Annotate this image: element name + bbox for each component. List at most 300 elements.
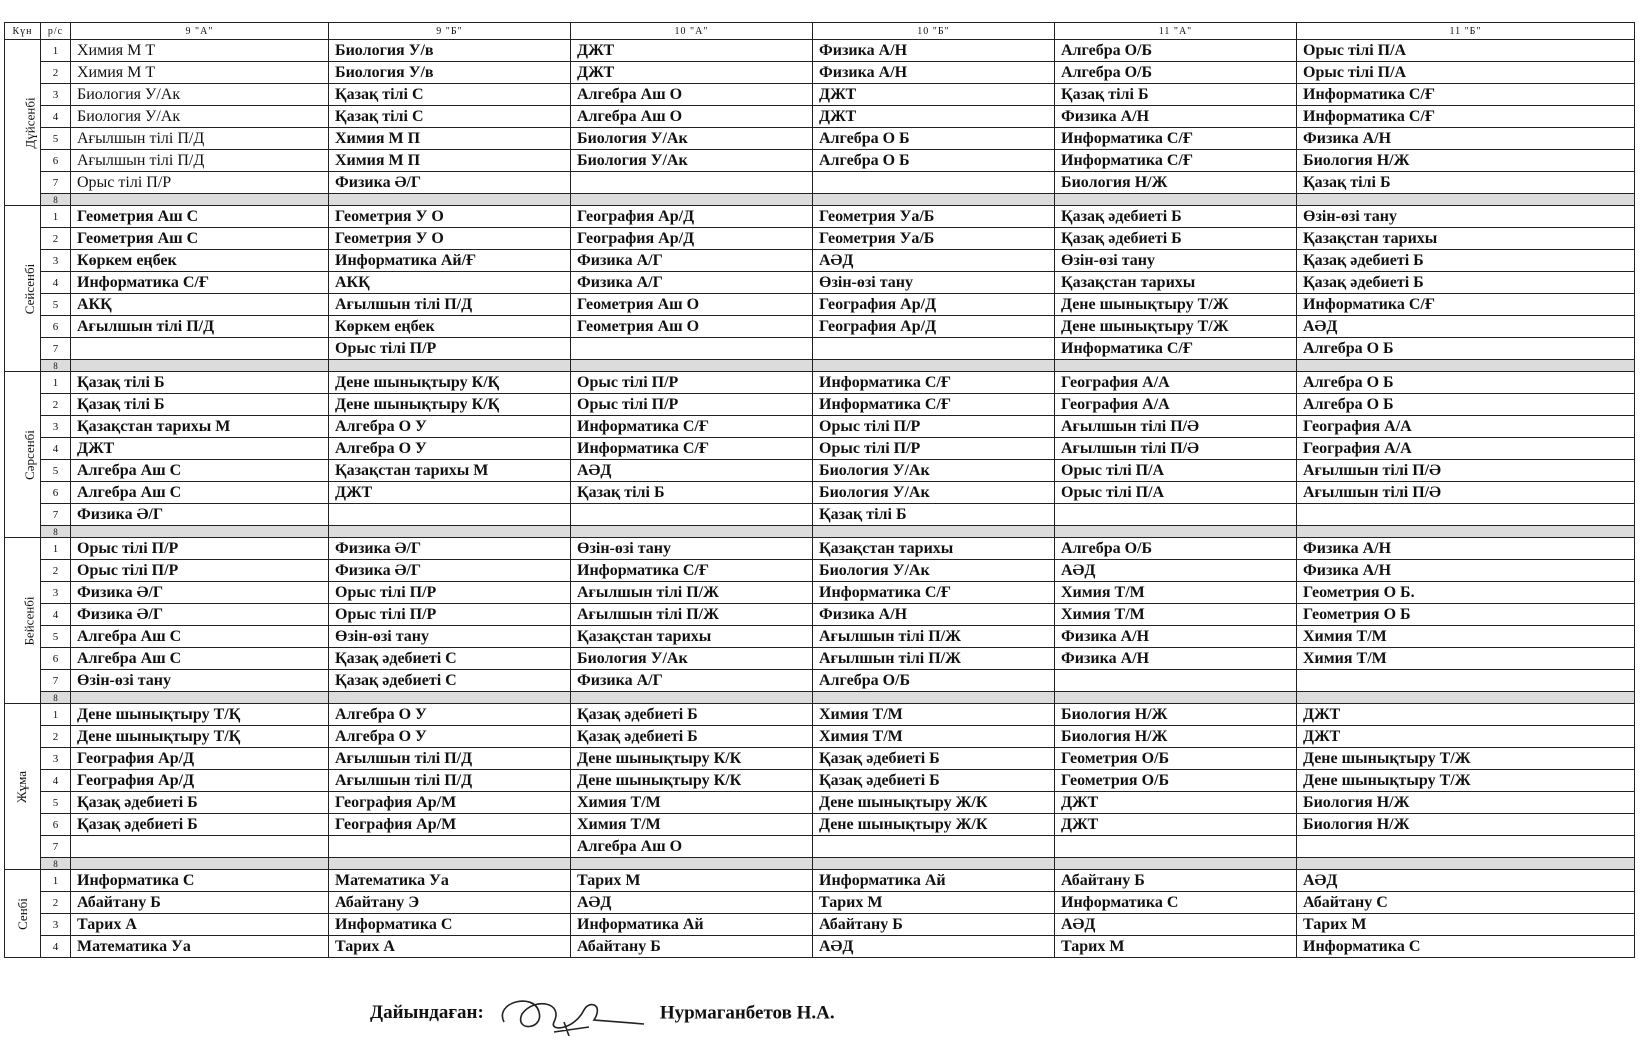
header-row [5,23,1635,40]
subject-cell: АӘД [571,892,813,914]
subject-cell: Химия Т/М [813,704,1055,726]
subject-cell: Физика Ә/Г [329,538,571,560]
day-label [5,870,41,958]
subject-cell: География Ар/Д [571,228,813,250]
subject-cell [71,526,329,538]
lesson-number: 4 [41,770,71,792]
subject-cell: География А/А [1297,438,1635,460]
lesson-number: 3 [41,748,71,770]
subject-cell: Қазақ тілі Б [71,394,329,416]
subject-cell: Абайтану Э [329,892,571,914]
lesson-row [5,372,1635,394]
class-header: 10 "А" [571,23,813,40]
lesson-row [5,792,1635,814]
subject-cell [1055,670,1297,692]
subject-cell: Информатика С [1055,892,1297,914]
subject-cell: Информатика С/Ғ [813,372,1055,394]
class-header: 10 "Б" [813,23,1055,40]
lesson-row [5,150,1635,172]
lesson-row [5,40,1635,62]
subject-cell: Ағылшын тілі П/Д [71,128,329,150]
subject-cell: Қазақ әдебиеті Б [1055,206,1297,228]
day-name: Дүйсенбі [22,96,38,149]
subject-cell: Ағылшын тілі П/Д [329,294,571,316]
subject-cell: Математика Уа [71,936,329,958]
subject-cell: Орыс тілі П/Р [329,582,571,604]
subject-cell: Химия М П [329,150,571,172]
schedule-table [4,22,1635,958]
lesson-row [5,704,1635,726]
class-header: 9 "А" [71,23,329,40]
subject-cell: Ағылшын тілі П/Ж [813,648,1055,670]
subject-cell: Қазақстан тарихы М [71,416,329,438]
lesson-row [5,538,1635,560]
lesson-row [5,870,1635,892]
subject-cell: Информатика С/Ғ [1297,106,1635,128]
lesson-row [5,582,1635,604]
day-name: Сенбі [14,897,30,930]
subject-cell: Алгебра О/Б [1055,62,1297,84]
subject-cell: Биология У/Ак [571,128,813,150]
class-header: 11 "Б" [1297,23,1635,40]
lesson-number: 6 [41,648,71,670]
lesson-row [5,62,1635,84]
day-label [5,40,41,206]
subject-cell: Қазақ тілі Б [1055,84,1297,106]
subject-cell [71,338,329,360]
subject-cell: Орыс тілі П/Р [71,172,329,194]
subject-cell: ДЖТ [1297,704,1635,726]
subject-cell: Алгебра О Б [1297,372,1635,394]
subject-cell: География Ар/Д [71,770,329,792]
subject-cell [571,504,813,526]
subject-cell: Ағылшын тілі П/Ж [571,604,813,626]
subject-cell [329,836,571,858]
subject-cell: Физика А/Н [813,40,1055,62]
class-header: 9 "Б" [329,23,571,40]
subject-cell: Қазақ әдебиеті Б [1055,228,1297,250]
subject-cell: Информатика С/Ғ [1297,294,1635,316]
subject-cell: География Ар/Д [813,316,1055,338]
subject-cell: География А/А [1055,394,1297,416]
subject-cell: Алгебра О У [329,704,571,726]
subject-cell: География Ар/М [329,792,571,814]
subject-cell: Физика Ә/Г [329,560,571,582]
lesson-number: 1 [41,206,71,228]
lesson-number: 8 [41,194,71,206]
subject-cell: Математика Уа [329,870,571,892]
subject-cell [571,526,813,538]
subject-cell: АКҚ [329,272,571,294]
subject-cell: Химия Т/М [1055,582,1297,604]
subject-cell: Тарих М [571,870,813,892]
subject-cell: Алгебра Аш О [571,84,813,106]
subject-cell: Тарих М [1297,914,1635,936]
subject-cell: Алгебра О Б [1297,394,1635,416]
subject-cell: Дене шынықтыру Т/Ж [1055,294,1297,316]
lesson-row [5,726,1635,748]
lesson-number: 6 [41,150,71,172]
subject-cell [1297,692,1635,704]
subject-cell: Ағылшын тілі П/Ә [1297,460,1635,482]
subject-cell [1297,526,1635,538]
subject-cell: Қазақстан тарихы М [329,460,571,482]
subject-cell: Физика Ә/Г [71,582,329,604]
subject-cell: Физика А/Н [1297,560,1635,582]
subject-cell: Көркем еңбек [329,316,571,338]
subject-cell: Информатика Ай/Ғ [329,250,571,272]
subject-cell: Қазақ тілі Б [71,372,329,394]
subject-cell [71,194,329,206]
lesson-row [5,482,1635,504]
subject-cell: Дене шынықтыру Т/Қ [71,704,329,726]
subject-cell: Қазақстан тарихы [571,626,813,648]
subject-cell: Геометрия Аш С [71,228,329,250]
day-label [5,206,41,372]
subject-cell: Физика Ә/Г [329,172,571,194]
subject-cell: Көркем еңбек [71,250,329,272]
subject-cell [329,858,571,870]
subject-cell: Алгебра О/Б [813,670,1055,692]
lesson-number: 7 [41,504,71,526]
day-column-header: Күн [5,23,41,40]
subject-cell: АӘД [1055,560,1297,582]
lesson-row [5,914,1635,936]
day-label [5,704,41,870]
subject-cell: Ағылшын тілі П/Д [71,316,329,338]
subject-cell: Қазақ әдебиеті Б [571,704,813,726]
lesson-number: 7 [41,172,71,194]
subject-cell: Қазақ тілі С [329,106,571,128]
subject-cell: ДЖТ [329,482,571,504]
subject-cell [1055,526,1297,538]
subject-cell: Геометрия У О [329,206,571,228]
subject-cell: Химия Т/М [571,814,813,836]
subject-cell: Информатика С/Ғ [1297,84,1635,106]
lesson-row [5,604,1635,626]
subject-cell: Өзін-өзі тану [329,626,571,648]
subject-cell: Өзін-өзі тану [1055,250,1297,272]
subject-cell: Абайтану Б [71,892,329,914]
lesson-number: 2 [41,726,71,748]
lesson-row [5,338,1635,360]
subject-cell: Дене шынықтыру К/К [571,748,813,770]
handwritten-signature [494,992,654,1036]
subject-cell [329,526,571,538]
subject-cell: Өзін-өзі тану [571,538,813,560]
subject-cell: Тарих А [71,914,329,936]
lesson-row [5,416,1635,438]
subject-cell: Орыс тілі П/Р [571,372,813,394]
subject-cell: АӘД [1297,870,1635,892]
subject-cell: Информатика Ай [571,914,813,936]
lesson-number: 6 [41,316,71,338]
lesson-row [5,316,1635,338]
lesson-number: 4 [41,272,71,294]
subject-cell [1297,504,1635,526]
subject-cell: Орыс тілі П/Р [813,438,1055,460]
subject-cell: Геометрия У О [329,228,571,250]
subject-cell: Қазақстан тарихы [1297,228,1635,250]
subject-cell: Биология У/Ак [71,84,329,106]
subject-cell: АӘД [571,460,813,482]
subject-cell: Информатика С [1297,936,1635,958]
lesson-number: 4 [41,106,71,128]
lesson-row [5,194,1635,206]
subject-cell [571,692,813,704]
subject-cell: География А/А [1055,372,1297,394]
subject-cell [813,172,1055,194]
subject-cell: АӘД [813,936,1055,958]
subject-cell: АКҚ [71,294,329,316]
subject-cell: Дене шынықтыру Т/Ж [1055,316,1297,338]
subject-cell [813,360,1055,372]
subject-cell [329,360,571,372]
lesson-row [5,670,1635,692]
subject-cell [1297,194,1635,206]
lesson-row [5,748,1635,770]
subject-cell: Биология У/Ак [813,560,1055,582]
day-name: Жұма [14,770,30,803]
subject-cell: Қазақ әдебиеті Б [1297,250,1635,272]
subject-cell: Орыс тілі П/А [1055,460,1297,482]
lesson-row [5,250,1635,272]
subject-cell: Геометрия Аш С [71,206,329,228]
lesson-row [5,504,1635,526]
lesson-number: 5 [41,792,71,814]
subject-cell: Орыс тілі П/А [1055,482,1297,504]
subject-cell: Информатика С/Ғ [1055,150,1297,172]
subject-cell [571,338,813,360]
subject-cell: Қазақ тілі С [329,84,571,106]
subject-cell: ДЖТ [1055,814,1297,836]
subject-cell [571,172,813,194]
subject-cell: Дене шынықтыру К/Қ [329,394,571,416]
subject-cell: Физика Ә/Г [71,504,329,526]
lesson-row [5,648,1635,670]
lesson-number: 3 [41,250,71,272]
subject-cell [1055,858,1297,870]
signature-line [370,992,835,1036]
subject-cell: Дене шынықтыру Т/Ж [1297,748,1635,770]
subject-cell: Биология Н/Ж [1055,704,1297,726]
subject-cell: Орыс тілі П/Р [71,538,329,560]
subject-cell [71,360,329,372]
subject-cell [813,836,1055,858]
subject-cell: Информатика С/Ғ [813,582,1055,604]
subject-cell: Қазақ әдебиеті С [329,648,571,670]
lesson-row [5,84,1635,106]
subject-cell: ДЖТ [813,84,1055,106]
subject-cell: Дене шынықтыру Ж/К [813,792,1055,814]
subject-cell: Алгебра О Б [813,128,1055,150]
subject-cell: Геометрия О/Б [1055,748,1297,770]
subject-cell: Информатика Ай [813,870,1055,892]
lesson-number: 2 [41,228,71,250]
subject-cell: Қазақ әдебиеті Б [813,748,1055,770]
prepared-by-name: Нурмаганбетов Н.А. [659,1002,835,1024]
subject-cell [71,858,329,870]
subject-cell: Тарих А [329,936,571,958]
subject-cell: Қазақ тілі Б [813,504,1055,526]
subject-cell: Қазақ тілі Б [571,482,813,504]
subject-cell: Ағылшын тілі П/Ж [813,626,1055,648]
subject-cell: Дене шынықтыру К/Қ [329,372,571,394]
subject-cell: Алгебра Аш С [71,460,329,482]
subject-cell: Информатика С/Ғ [813,394,1055,416]
subject-cell: Ағылшын тілі П/Д [329,770,571,792]
subject-cell: Алгебра О Б [1297,338,1635,360]
subject-cell [329,194,571,206]
lesson-number: 2 [41,892,71,914]
subject-cell: Қазақ әдебиеті Б [571,726,813,748]
subject-cell: Геометрия Аш О [571,316,813,338]
subject-cell: Алгебра О/Б [1055,40,1297,62]
subject-cell: Ағылшын тілі П/Ә [1055,438,1297,460]
lesson-number: 1 [41,372,71,394]
day-name: Сейсенбі [22,263,38,314]
subject-cell: Алгебра Аш О [571,836,813,858]
subject-cell [1297,836,1635,858]
lesson-row [5,460,1635,482]
subject-cell [329,692,571,704]
subject-cell: Ағылшын тілі П/Ә [1297,482,1635,504]
lesson-number: 1 [41,40,71,62]
subject-cell: Биология У/Ак [71,106,329,128]
subject-cell: География Ар/Д [571,206,813,228]
subject-cell [71,836,329,858]
subject-cell: Биология Н/Ж [1297,150,1635,172]
subject-cell: Химия Т/М [571,792,813,814]
subject-cell: Информатика С/Ғ [571,416,813,438]
lesson-number: 4 [41,438,71,460]
lesson-number: 7 [41,836,71,858]
subject-cell: Ағылшын тілі П/Ә [1055,416,1297,438]
lesson-row [5,626,1635,648]
subject-cell: Биология Н/Ж [1055,172,1297,194]
lesson-number: 6 [41,482,71,504]
subject-cell: Химия М Т [71,40,329,62]
subject-cell: Физика А/Н [1297,128,1635,150]
subject-cell: Абайтану Б [813,914,1055,936]
subject-cell: География Ар/Д [813,294,1055,316]
subject-cell: Биология У/Ак [571,648,813,670]
subject-cell: Алгебра О Б [813,150,1055,172]
subject-cell: Химия Т/М [1055,604,1297,626]
lesson-number: 7 [41,670,71,692]
lesson-number: 3 [41,416,71,438]
subject-cell: АӘД [813,250,1055,272]
lesson-row [5,294,1635,316]
subject-cell: Орыс тілі П/Р [71,560,329,582]
subject-cell: Қазақстан тарихы [1055,272,1297,294]
prepared-by-label: Дайындаған: [370,1002,484,1024]
lesson-row [5,858,1635,870]
subject-cell: Химия М Т [71,62,329,84]
subject-cell: Информатика С/Ғ [571,438,813,460]
subject-cell: ДЖТ [813,106,1055,128]
schedule-sheet [4,22,1634,958]
subject-cell: Биология Н/Ж [1055,726,1297,748]
subject-cell: Геометрия О Б [1297,604,1635,626]
subject-cell: Физика А/Н [813,62,1055,84]
lesson-number: 4 [41,604,71,626]
lesson-number: 2 [41,394,71,416]
lesson-number: 8 [41,692,71,704]
subject-cell: Дене шынықтыру К/К [571,770,813,792]
subject-cell: Биология Н/Ж [1297,814,1635,836]
lesson-row [5,272,1635,294]
subject-cell: Химия Т/М [1297,626,1635,648]
subject-cell: Биология У/в [329,62,571,84]
subject-cell: Геометрия Уа/Б [813,206,1055,228]
subject-cell [1055,504,1297,526]
subject-cell: Геометрия Уа/Б [813,228,1055,250]
subject-cell: Биология У/Ак [813,460,1055,482]
subject-cell [813,338,1055,360]
subject-cell [813,194,1055,206]
lesson-row [5,692,1635,704]
lesson-row [5,128,1635,150]
lesson-row [5,892,1635,914]
subject-cell: Информатика С/Ғ [1055,128,1297,150]
subject-cell: Информатика С/Ғ [571,560,813,582]
subject-cell: Дене шынықтыру Т/Ж [1297,770,1635,792]
subject-cell [1055,360,1297,372]
subject-cell: Физика А/Г [571,250,813,272]
subject-cell: Ағылшын тілі П/Ж [571,582,813,604]
subject-cell [329,504,571,526]
subject-cell: География Ар/Д [71,748,329,770]
subject-cell: Тарих М [813,892,1055,914]
subject-cell: Алгебра О У [329,416,571,438]
subject-cell: Химия Т/М [813,726,1055,748]
subject-cell: Физика А/Н [1055,648,1297,670]
lesson-row [5,360,1635,372]
subject-cell: Орыс тілі П/Р [813,416,1055,438]
subject-cell: Физика А/Г [571,272,813,294]
lesson-row [5,936,1635,958]
lesson-number: 8 [41,526,71,538]
lesson-row [5,526,1635,538]
lesson-row [5,814,1635,836]
subject-cell [571,194,813,206]
subject-cell: Қазақ әдебиеті Б [813,770,1055,792]
subject-cell: Орыс тілі П/Р [571,394,813,416]
subject-cell: Химия Т/М [1297,648,1635,670]
lesson-number: 2 [41,62,71,84]
lesson-row [5,438,1635,460]
lesson-number: 7 [41,338,71,360]
subject-cell: Информатика С/Ғ [1055,338,1297,360]
subject-cell: Физика А/Н [1055,626,1297,648]
subject-cell [1297,858,1635,870]
subject-cell [1055,692,1297,704]
lesson-number: 3 [41,84,71,106]
day-label [5,372,41,538]
subject-cell: Биология У/в [329,40,571,62]
subject-cell: АӘД [1055,914,1297,936]
lesson-row [5,394,1635,416]
lesson-number: 5 [41,626,71,648]
subject-cell: Алгебра Аш С [71,648,329,670]
subject-cell: Өзін-өзі тану [1297,206,1635,228]
lesson-number: 8 [41,858,71,870]
subject-cell: ДЖТ [71,438,329,460]
subject-cell: Физика А/Н [813,604,1055,626]
subject-cell: Информатика С [71,870,329,892]
day-name: Сәрсенбі [21,429,37,480]
